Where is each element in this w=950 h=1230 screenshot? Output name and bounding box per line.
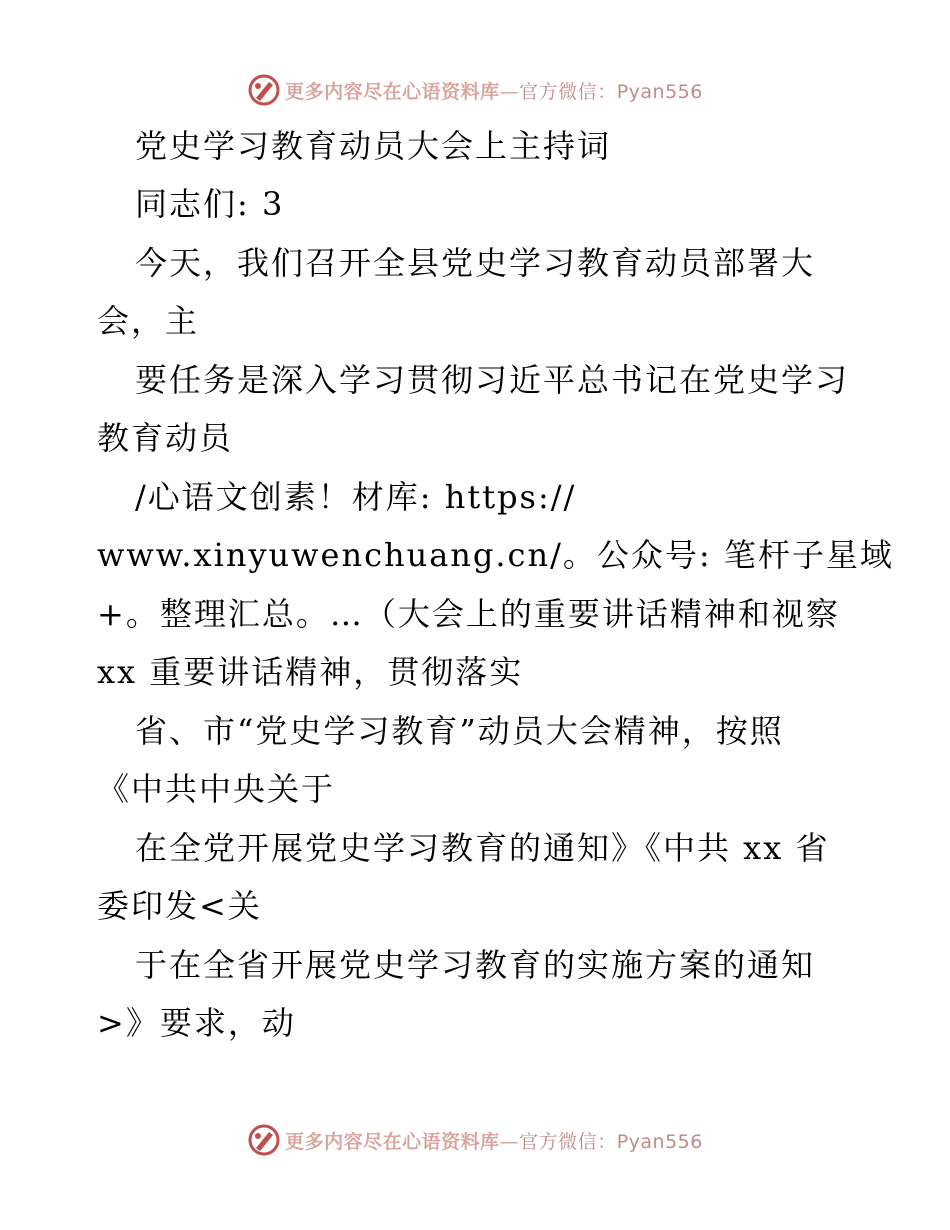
watermark-wechat-label: 官方微信： [519,1130,617,1153]
pen-logo-icon [247,1123,281,1157]
paragraph-line: xx 重要讲话精神，贯彻落实 [97,653,524,691]
watermark-wechat-id: Pyan556 [616,1130,703,1153]
watermark-wechat-label: 官方微信： [519,80,617,103]
watermark-dash: — [499,1130,520,1153]
paragraph-line: 今天，我们召开全县党史学习教育动员部署大 [135,244,816,282]
paragraph-line: +。整理汇总。…（大会上的重要讲话精神和视察 [97,595,840,633]
paragraph-line: 同志们: 3 [135,185,285,223]
watermark-dash: — [499,80,520,103]
paragraph-line: www.xinyuwenchuang.cn/。公众号: 笔杆子星域 [97,536,894,574]
paragraph-line: 要任务是深入学习贯彻习近平总书记在党史学习 [135,361,850,399]
watermark-brand-text: 更多内容尽在心语资料库 [285,1130,500,1153]
watermark-wechat-id: Pyan556 [616,80,703,103]
paragraph-line: 《中共中央关于 [97,770,336,808]
document-title: 党史学习教育动员大会上主持词 [135,127,612,165]
watermark-brand-text: 更多内容尽在心语资料库 [285,80,500,103]
paragraph-line: 教育动员 [97,419,234,457]
paragraph-line: >》要求，动 [97,1004,296,1042]
paragraph-line: 省、市“党史学习教育”动员大会精神，按照 [135,712,784,750]
paragraph-line: /心语文创素！材库: https:// [135,478,577,516]
pen-logo-icon [247,73,281,107]
paragraph-line: 于在全省开展党史学习教育的实施方案的通知 [135,946,816,984]
paragraph-line: 在全党开展党史学习教育的通知》《中共 xx 省 [135,829,830,867]
paragraph-line: 会，主 [97,302,200,340]
header-watermark [0,70,950,110]
footer-watermark [0,1120,950,1160]
paragraph-line: 委印发<关 [97,887,262,925]
